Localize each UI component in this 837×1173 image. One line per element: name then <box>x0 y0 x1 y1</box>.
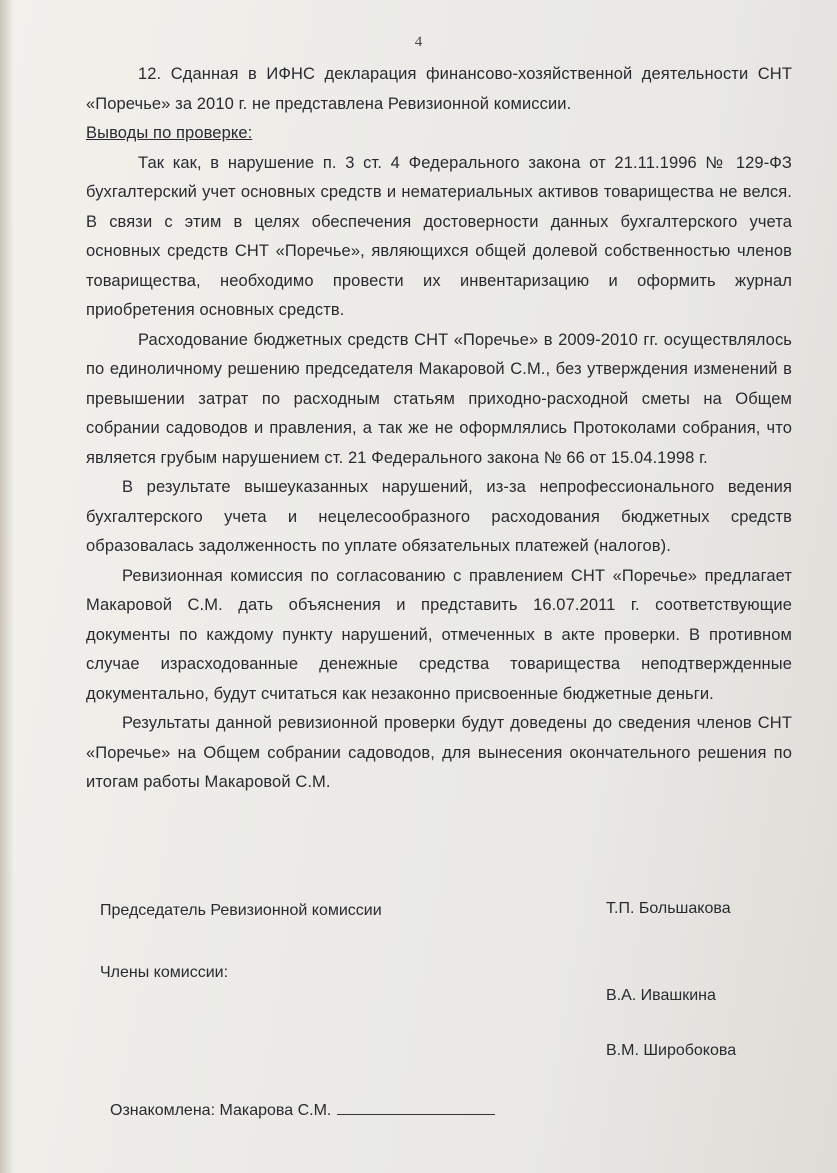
page-number: 4 <box>414 34 423 50</box>
document-body <box>86 60 792 798</box>
paragraph-debt: В результате вышеуказанных нарушений, из-за непрофессионального ведения бухгалтерского учета и нецелесообразного расходования бюджетных средств образовалась задолженность по уплате обязательных платежей (налогов). <box>86 478 792 555</box>
chair-name: Т.П. Большакова <box>606 900 731 917</box>
chair-label: Председатель Ревизионной комиссии <box>100 902 382 919</box>
paragraph-spending: Расходование бюджетных средств СНТ «Поречье» в 2009-2010 гг. осуществлялось по единоличному решению председателя Макаровой С.М., без утверждения изменений в превышении затрат по расходным статьям приходно-расходной сметы на Общем собрании садоводов и правления, а так же не оформлялись Протоколами собрания, что является грубым нарушением ст. 21 Федерального закона № 66 от 15.04.1998 г. <box>86 330 792 467</box>
signature-line <box>337 1100 495 1115</box>
member-2-name: В.М. Широбокова <box>606 1042 737 1059</box>
paragraph-accounting: Так как, в нарушение п. 3 ст. 4 Федерального закона от 21.11.1996 № 129-ФЗ бухгалтерский учет основных средств и нематериальных активов товарищества не велся. В связи с этим в целях обеспечения достоверности данных бухгалтерского учета основных средств СНТ «Поречье», являющихся общей долевой собственностью членов товарищества, необходимо провести их инвентаризацию и оформить журнал приобретения основных средств. <box>86 153 792 319</box>
members-label: Члены комиссии: <box>100 964 229 981</box>
item-12: 12. Сданная в ИФНС декларация финансово-хозяйственной деятельности СНТ «Поречье» за 2010 г. не представлена Ревизионной комиссии. <box>86 65 792 113</box>
conclusions-heading: Выводы по проверке: <box>86 124 253 142</box>
acknowledgement-row <box>110 1100 495 1120</box>
acknowledgement-label: Ознакомлена: Макарова С.М. <box>110 1102 332 1119</box>
member-1-name: В.А. Ивашкина <box>606 987 716 1004</box>
paragraph-proposal: Ревизионная комиссия по согласованию с правлением СНТ «Поречье» предлагает Макаровой С.М. дать объяснения и представить 16.07.2011 г. соответствующие документы по каждому пункту нарушений, отмеченных в акте проверки. В противном случае израсходованные денежные средства товарищества неподтвержденные документально, будут считаться как незаконно присвоенные бюджетные деньги. <box>86 566 792 703</box>
paragraph-results: Результаты данной ревизионной проверки будут доведены до сведения членов СНТ «Поречье» на Общем собрании садоводов, для вынесения окончательного решения по итогам работы Макаровой С.М. <box>86 714 792 791</box>
